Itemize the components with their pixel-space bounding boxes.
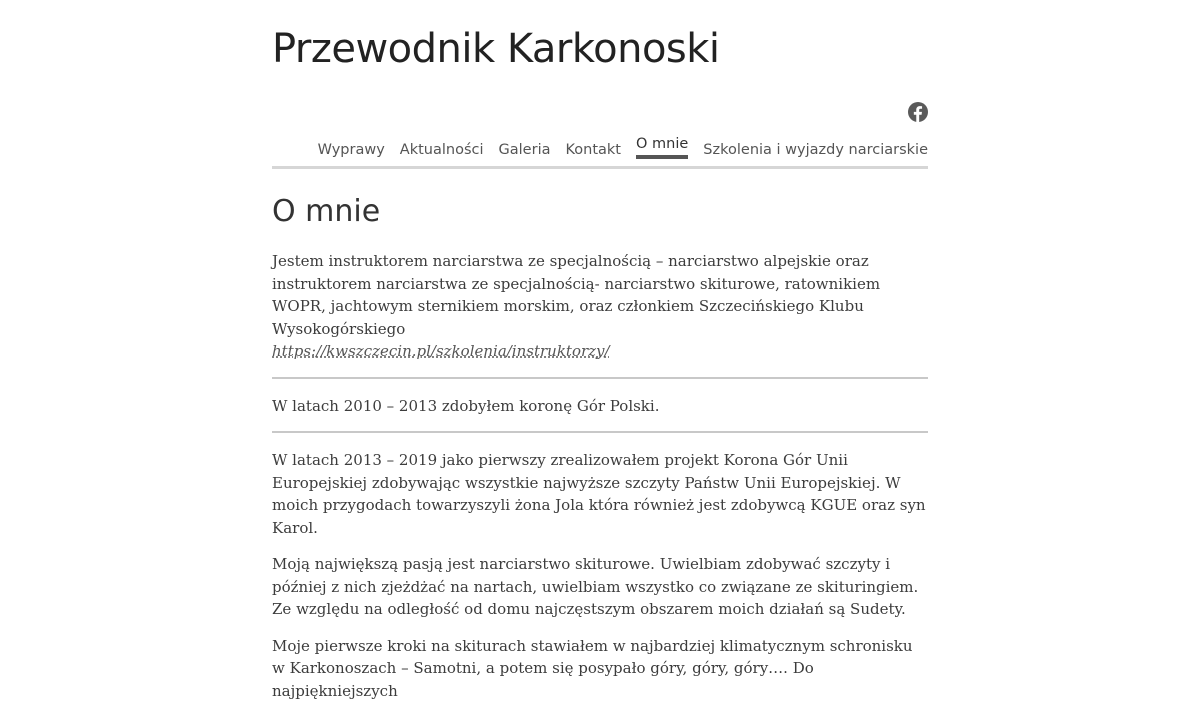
nav-item-o-mnie[interactable]: O mnie (636, 134, 688, 159)
page-content (272, 250, 928, 702)
nav-item-szkolenia[interactable]: Szkolenia i wyjazdy narciarskie (703, 134, 928, 160)
site-title[interactable]: Przewodnik Karkonoski (272, 24, 720, 74)
nav-item-galeria[interactable]: Galeria (499, 134, 551, 160)
facebook-icon[interactable] (908, 102, 928, 122)
page-title: O mnie (272, 190, 380, 234)
nav-item-wyprawy[interactable]: Wyprawy (318, 134, 385, 160)
first-steps-paragraph: Moje pierwsze kroki na skiturach stawiałem w najbardziej klimatycznym schronisku w Karkonoszach – Samotni, a potem się posypało góry, góry, góry…. Do najpiękniejszych (272, 635, 928, 702)
main-nav (272, 134, 928, 169)
nav-item-aktualnosci[interactable]: Aktualności (400, 134, 484, 160)
korona-gor-polski-paragraph: W latach 2010 – 2013 zdobyłem koronę Gór Polski. (272, 395, 928, 418)
nav-item-kontakt[interactable]: Kontakt (565, 134, 621, 160)
club-link[interactable]: https://kwszczecin.pl/szkolenia/instruktorzy/ (272, 342, 610, 360)
page-wrapper (272, 0, 928, 630)
divider (272, 431, 928, 433)
kgue-paragraph: W latach 2013 – 2019 jako pierwszy zrealizowałem projekt Korona Gór Unii Europejskiej zdobywając wszystkie najwyższe szczyty Państw Unii Europejskiej. W moich przygodach towarzyszyli żona Jola która również jest zdobywcą KGUE oraz syn Karol. (272, 449, 928, 539)
intro-paragraph (272, 250, 928, 363)
divider (272, 377, 928, 379)
intro-text: Jestem instruktorem narciarstwa ze specjalnością – narciarstwo alpejskie oraz instruktorem narciarstwa ze specjalnością- narciarstwo skiturowe, ratownikiem WOPR, jachtowym sternikiem morskim, oraz członkiem Szczecińskiego Klubu Wysokogórskiego (272, 252, 880, 338)
skitouring-paragraph: Moją największą pasją jest narciarstwo skiturowe. Uwielbiam zdobywać szczyty i później z nich zjeżdżać na nartach, uwielbiam wszystko co związane ze skituringiem. Ze względu na odległość od domu najczęstszym obszarem moich działań są Sudety. (272, 553, 928, 621)
